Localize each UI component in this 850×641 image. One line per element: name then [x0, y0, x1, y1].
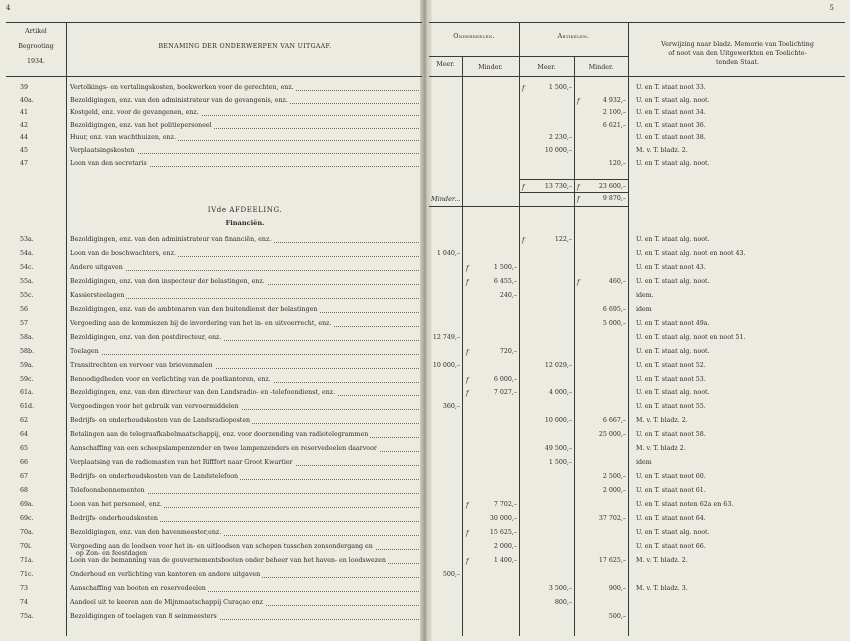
reference: idem.	[636, 291, 654, 299]
om-minder-value: 720,–	[499, 347, 517, 355]
om-minder-value: 6 455,–	[493, 277, 517, 285]
row-description: Kassiersteelagen	[70, 291, 125, 299]
om-minder-florin: f	[466, 501, 469, 510]
reference: M. v. T. bladz. 2.	[636, 417, 688, 425]
header-bottom-rule	[6, 76, 422, 77]
article-number: 64	[20, 431, 29, 439]
reference: M. v. T. bladz. 2.	[636, 556, 688, 564]
om-meer-value: 10 000,–	[432, 361, 460, 369]
om-meer-rule	[462, 56, 463, 636]
a-meer-rule	[574, 56, 575, 636]
om-minder-florin: f	[466, 347, 469, 356]
row-description: Bezoldigingen, enz. van het politiepersoneel	[70, 121, 212, 129]
reference: U. en T. staat alg. noot en noot 51.	[636, 333, 746, 341]
reference: U. en T. staat noot 49a.	[636, 319, 710, 327]
header-bottom-rule-right	[429, 76, 845, 77]
reference: U. en T. staat alg. noot en noot 43.	[636, 249, 746, 257]
totals-a-meer-florin: f	[522, 183, 525, 191]
row-description: Bezoldigingen, enz. van de ambtenaren van den buitendienst der belastingen	[70, 305, 318, 313]
om-minder-florin: f	[466, 528, 469, 537]
header-verwijzing-line: of noot van den Uitgewerkten en Toelichte-	[668, 50, 807, 57]
article-number: 61a.	[20, 389, 34, 397]
om-minder-value: 1 400,–	[493, 556, 517, 564]
article-number: 41	[20, 109, 29, 117]
om-minder-value: 240,–	[499, 291, 517, 299]
a-minder-value: 6 695,–	[602, 305, 626, 313]
reference: U. en T. staat noot 52.	[636, 361, 706, 369]
article-number: 54a.	[20, 249, 34, 257]
reference: U. en T. staat noot 38.	[636, 134, 706, 142]
om-meer-value: 12 749,–	[432, 333, 460, 341]
reference: U. en T. staat noot 36.	[636, 121, 706, 129]
minder-bottom-rule	[429, 206, 628, 207]
header-artikel: Artikel	[25, 28, 47, 35]
reference: U. en T. staat noot 64.	[636, 515, 706, 522]
om-meer-value: 360,–	[442, 403, 460, 411]
article-number: 69a.	[20, 501, 34, 509]
article-number: 59a.	[20, 361, 34, 369]
row-description: Loon van het personeel, enz.	[70, 501, 162, 509]
minder-florin: f	[577, 195, 580, 203]
om-meer-value: 1 040,–	[436, 249, 460, 257]
a-meer-florin: f	[522, 84, 525, 92]
reference: U. en T. staat noot 55.	[636, 403, 706, 411]
row-description: Aandeel uit te keeren aan de Mijnmaatschappij Curaçao enz	[70, 598, 263, 606]
header-mid-rule	[429, 56, 628, 57]
a-meer-value: 3 500,–	[548, 584, 572, 592]
reference: U. en T. staat noot 34.	[636, 109, 706, 117]
article-number: 40a.	[20, 96, 34, 104]
article-number: 45	[20, 147, 29, 154]
om-minder-florin: f	[466, 556, 469, 565]
a-minder-value: 900,–	[608, 584, 626, 592]
reference: idem	[636, 305, 652, 313]
a-minder-value: 5 000,–	[602, 319, 626, 327]
header-om-meer: Meer.	[436, 61, 455, 68]
header-verwijzing-line: Verwijzing naar bladz. Memorie van Toelichting	[661, 41, 814, 48]
article-number: 65	[20, 445, 29, 453]
reference: U. en T. staat alg. noot.	[636, 96, 710, 104]
row-description: Verplaatsingskosten	[70, 147, 135, 154]
header-top-rule-right	[429, 22, 845, 23]
totals-a-meer: 13 730,–	[544, 183, 572, 190]
header-begrooting: Begrooting	[18, 43, 54, 50]
row-description: Bedrijfs- en onderhoudskosten van de Landsradioposten	[70, 417, 251, 425]
om-minder-value: 1 500,–	[493, 263, 517, 271]
article-number: 47	[20, 159, 29, 167]
row-description: Aanschaffing van een scheepslampenzender en twee lampenzenders en reservedeelen daarvoor	[70, 445, 377, 453]
reference: U. en T. staat noot 58.	[636, 431, 706, 439]
row-description: Benoodigdheden voor en verlichting van de postkantoren, enz.	[70, 375, 271, 383]
article-number: 61d.	[20, 403, 35, 411]
article-number: 55c.	[20, 291, 34, 299]
article-number: 54c.	[20, 263, 34, 271]
row-description: Bezoldigingen, enz. van den administrateur van financiën, enz.	[70, 236, 272, 243]
minder-value: 9 870,–	[602, 195, 626, 202]
om-minder-florin: f	[466, 277, 469, 286]
reference: U. en T. staat alg. noot.	[636, 159, 710, 167]
row-description: Vergoeding aan de loodsen voor het in- en uitloodsen van schepen tusschen zonsondergang en	[70, 542, 373, 550]
a-minder-florin: f	[577, 277, 580, 286]
row-description: Toelagen	[70, 347, 99, 355]
a-meer-value: 10 000,–	[544, 147, 572, 154]
reference: idem	[636, 459, 652, 467]
article-number: 42	[20, 121, 29, 129]
a-minder-value: 2 100,–	[602, 109, 626, 117]
onderdeelen-rule	[519, 22, 520, 636]
a-minder-value: 6 667,–	[602, 417, 626, 425]
om-minder-florin: f	[466, 375, 469, 384]
row-description: Loon van de bemanning van de gouvernementsbooten onder beheer van het haven- en loodswezen	[70, 556, 386, 564]
a-minder-value: 460,–	[608, 277, 626, 285]
reference: U. en T. staat noot 66.	[636, 542, 706, 550]
article-number: 59c.	[20, 375, 34, 383]
totals-a-minder-florin: f	[577, 183, 580, 191]
reference: U. en T. staat noot 43.	[636, 263, 706, 271]
totals-a-minder: 23 600,–	[598, 183, 626, 190]
row-description: Kostgeld, enz. voor de gevangenen, enz.	[70, 109, 199, 117]
om-minder-value: 7 027,–	[493, 389, 517, 397]
om-minder-value: 6 000,–	[493, 375, 517, 383]
row-description: Bezoldigingen, enz. van den inspecteur der belastingen, enz.	[70, 277, 265, 285]
row-description: Loon van den secretaris	[70, 159, 147, 167]
om-minder-value: 7 702,–	[493, 501, 517, 509]
row-description: Onderhoud en verlichting van kantoren en andere uitgaven	[70, 570, 261, 578]
article-number: 74	[20, 598, 29, 606]
minder-label: Minder...	[431, 195, 461, 203]
article-number: 62	[20, 417, 29, 425]
om-meer-value: 500,–	[442, 570, 460, 578]
article-number: 73	[20, 584, 29, 592]
row-description: Betalingen aan de telegraafkabelmaatschappij, enz. voor doorzending van radiotelegrammen	[70, 431, 369, 439]
row-description: Bezoldigingen, enz. van den administrateur van de gevangenis, enz.	[70, 96, 288, 104]
article-number: 68	[20, 487, 29, 495]
dot-leader	[74, 354, 419, 355]
row-description: Aanschaffing van booten en reservedeelen	[70, 584, 206, 592]
reference: U. en T. staat alg. noot.	[636, 528, 710, 536]
om-minder-florin: f	[466, 389, 469, 398]
book-gutter	[420, 0, 432, 641]
artikel-column-rule	[66, 22, 67, 636]
a-minder-value: 500,–	[608, 612, 626, 620]
a-meer-value: 10 000,–	[544, 417, 572, 425]
reference: U. en T. staat alg. noot.	[636, 389, 710, 397]
header-benaming: BENAMING DER ONDERWERPEN VAN UITGAAF.	[158, 43, 332, 50]
article-number: 70i.	[20, 542, 33, 550]
om-minder-value: 2 000,–	[493, 542, 517, 550]
row-description: Bezoldigingen, enz. van den postdirecteur, enz.	[70, 333, 222, 341]
a-meer-value: 800,–	[554, 598, 572, 606]
a-minder-value: 2 500,–	[602, 473, 626, 481]
header-artikelen: Artikelen.	[557, 33, 590, 40]
article-number: 58a.	[20, 333, 34, 341]
row-description-cont: op Zon- en feestdagen	[76, 549, 148, 557]
article-number: 69c.	[20, 515, 34, 522]
article-number: 66	[20, 459, 29, 467]
header-om-minder: Minder.	[478, 64, 503, 71]
row-description: Transitrechten en vervoer van brievenmalen	[70, 361, 213, 369]
article-number: 70a.	[20, 528, 34, 536]
a-meer-florin: f	[522, 236, 525, 244]
a-minder-value: 4 932,–	[602, 96, 626, 104]
totals-top-rule	[519, 179, 628, 180]
article-number: 67	[20, 473, 29, 481]
a-meer-value: 49 500,–	[544, 445, 572, 453]
row-description: Vertolkings- en vertalingskosten, boekwerken voor de gerechten, enz.	[70, 84, 294, 91]
om-minder-value: 30 000,–	[489, 515, 517, 522]
a-meer-value: 122,–	[554, 236, 572, 243]
om-minder-value: 15 625,–	[489, 528, 517, 536]
row-description: Bedrijfs- onderhoudskosten	[70, 515, 158, 522]
header-onderdeelen: Onderdeelen.	[453, 33, 495, 40]
om-minder-florin: f	[466, 263, 469, 272]
a-meer-value: 1 500,–	[548, 84, 572, 91]
reference: U. en T. staat alg. noot.	[636, 236, 710, 243]
reference: M. v. T. bladz. 2.	[636, 147, 688, 154]
article-number: 75a.	[20, 612, 34, 620]
article-number: 44	[20, 134, 29, 142]
header-a-meer: Meer.	[537, 64, 556, 71]
row-description: Verplaatsing van de radiomasten van het Rifffort naar Groot Kwartier	[70, 459, 293, 467]
article-number: 55a.	[20, 277, 34, 285]
row-description: Andere uitgaven	[70, 263, 123, 271]
artikelen-rule	[628, 22, 629, 636]
row-description: Loon van de boschwachters, enz.	[70, 249, 176, 257]
header-top-rule	[6, 22, 422, 23]
header-a-minder: Minder.	[588, 64, 614, 71]
header-year: 1934.	[26, 58, 46, 65]
a-minder-value: 2 000,–	[602, 487, 626, 495]
a-minder-value: 120,–	[608, 159, 626, 167]
a-minder-florin: f	[577, 96, 580, 105]
article-number: 53a.	[20, 236, 34, 243]
reference: U. en T. staat alg. noot.	[636, 277, 710, 285]
article-number: 39	[20, 84, 29, 91]
a-meer-value: 12 029,–	[544, 361, 572, 369]
reference: M. v. T. bladz. 3.	[636, 584, 688, 592]
row-description: Vergoedingen voor het gebruik van vervoermiddelen	[70, 403, 239, 411]
dot-leader	[74, 270, 419, 271]
a-minder-value: 25 000,–	[598, 431, 626, 439]
a-minder-value: 37 702,–	[598, 515, 626, 522]
row-description: Bezoldigingen, enz. van den havenmeester,enz.	[70, 528, 222, 536]
left-page-number: 4	[6, 4, 11, 12]
reference: U. en T. staat noot 60.	[636, 473, 706, 481]
article-number: 57	[20, 319, 29, 327]
totals-mid-rule	[519, 192, 628, 193]
header-verwijzing-line: tenden Staat.	[715, 59, 759, 66]
a-meer-value: 4 000,–	[548, 389, 572, 397]
section-subheading: Financiën.	[225, 219, 265, 227]
article-number: 58b.	[20, 347, 35, 355]
row-description: Vergoeding aan de kommiezen bij de invordering van het in- en uitvoerrecht, enz.	[70, 319, 332, 327]
right-page-number: 5	[829, 4, 834, 12]
a-meer-value: 1 500,–	[548, 459, 572, 467]
row-description: Telefoonabonnementen	[70, 487, 145, 495]
reference: M. v. T. bladz 2.	[636, 445, 686, 453]
reference: U. en T. staat alg. noot.	[636, 347, 710, 355]
a-meer-value: 2 230,–	[548, 134, 572, 142]
row-description: Bedrijfs- en onderhoudskosten van de Landstelefoon	[70, 473, 239, 481]
reference: U. en T. staat noten 62a en 63.	[636, 501, 734, 509]
reference: U. en T. staat noot 33.	[636, 84, 706, 91]
article-number: 71c.	[20, 570, 34, 578]
row-description: Bezoldigingen, enz. van den directeur van den Landsradio- en -telefoondienst, enz.	[70, 389, 336, 397]
reference: U. en T. staat noot 53.	[636, 375, 706, 383]
row-description: Huur, enz. van wachthuizen, enz.	[70, 134, 176, 142]
section-heading: IVde AFDEELING.	[207, 206, 283, 214]
a-minder-value: 6 621,–	[602, 121, 626, 129]
article-number: 56	[20, 305, 29, 313]
article-number: 71a.	[20, 556, 34, 564]
row-description: Bezoldigingen of toelagen van 8 seinmeesters	[70, 612, 217, 620]
a-minder-value: 17 625,–	[598, 556, 626, 564]
reference: U. en T. staat noot 61.	[636, 487, 706, 495]
